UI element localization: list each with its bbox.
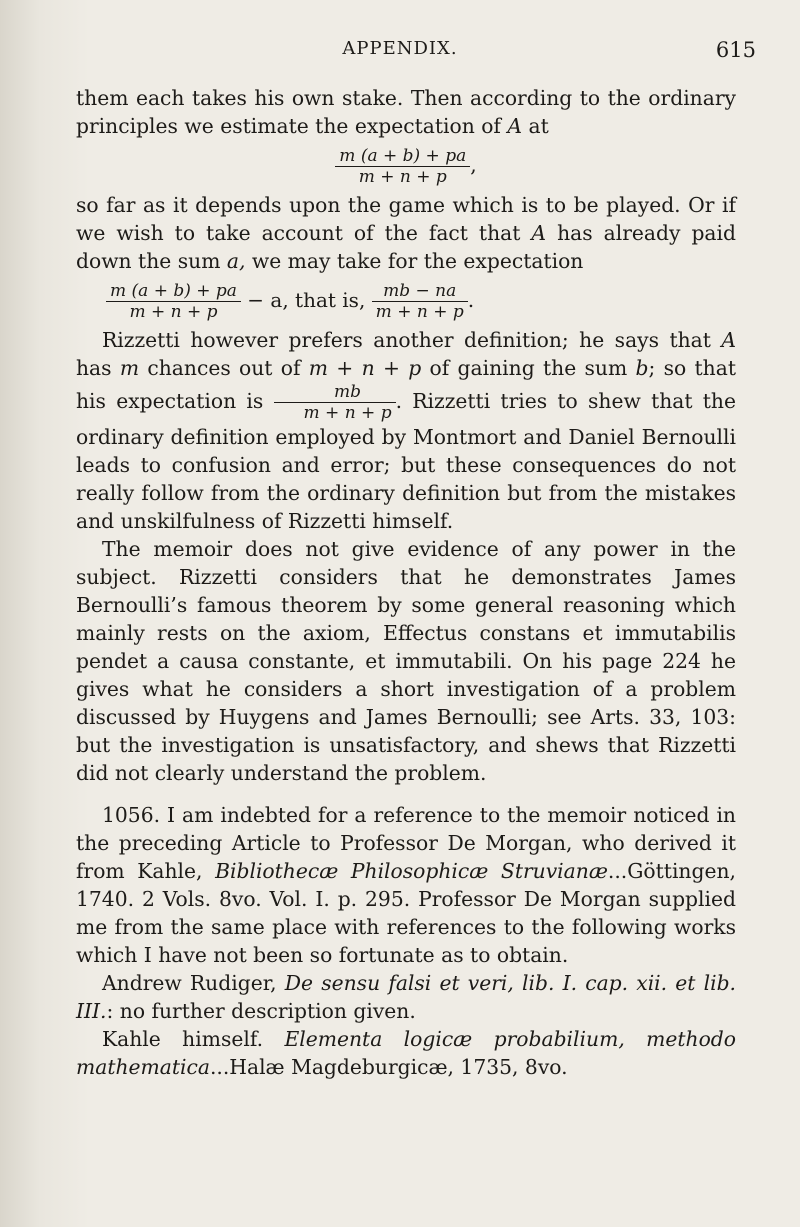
p2-inline-fraction [274, 382, 396, 423]
p2-text-3: chances out of [139, 356, 309, 380]
p2-text-6: . Rizzetti tries to shew that the ordinary definition employed by Montmort and Daniel Bernoulli leads to confusion and error; but these consequences do not really follow from the ordinary definition but from the mistakes and unskilfulness of Rizzetti himself. [76, 389, 736, 533]
p1-var-a: a, [226, 249, 246, 273]
p1-text-3: has already paid down the sum [76, 221, 736, 273]
eq1-denominator: m + n + p [335, 166, 470, 187]
equation-1 [76, 146, 736, 187]
p1-var-A: A [507, 114, 523, 138]
p6-work-title: Elementa logicæ probabilium, methodo mathematica [76, 1027, 736, 1079]
running-head: APPENDIX. [342, 38, 458, 59]
p2-text-4: of gaining the sum [421, 356, 636, 380]
eq2-fraction-a [106, 281, 241, 322]
page-header [0, 38, 800, 68]
eq1-tail: , [470, 153, 477, 177]
paragraph-4-article-1056 [76, 801, 736, 969]
p5-text-1: Andrew Rudiger, [102, 971, 285, 995]
eq2-fraction-b [372, 281, 468, 322]
p2-var-b: b [635, 356, 649, 380]
body-text [76, 84, 736, 1081]
p2-var-m: m [119, 356, 140, 380]
p4-work-title: Bibliothecæ Philosophicæ Struvianæ [215, 859, 608, 883]
eq2a-denominator: m + n + p [106, 301, 241, 322]
eq2b-denominator: m + n + p [372, 301, 468, 322]
p1-var-A2: A [531, 221, 547, 245]
p2-fraction-denominator: m + n + p [274, 402, 396, 423]
eq1-numerator: m (a + b) + pa [339, 146, 467, 166]
paragraph-6 [76, 1025, 736, 1081]
paragraph-1-continued [76, 191, 736, 275]
p5-text-2: : no further description given. [106, 999, 416, 1023]
p1-text-4: we may take for the expectation [245, 249, 584, 273]
paragraph-1 [76, 84, 736, 140]
p6-text-1: Kahle himself. [102, 1027, 285, 1051]
eq2-tail: . [467, 288, 475, 312]
eq2-middle: − a, that is, [240, 288, 372, 312]
p4-text-2: ...Göttingen, 1740. 2 Vols. 8vo. Vol. I. p. 295. Professor De Morgan supplied me from the same place with references to the following works which I have not been so fortunate as to obtain. [76, 859, 736, 967]
paragraph-2 [76, 326, 736, 535]
p2-text-1: Rizzetti however prefers another definition; he says that [102, 328, 722, 352]
page-number: 615 [715, 38, 756, 62]
p1-text-a: them each takes his own stake. Then according to the ordinary principles we estimate the expectation of [76, 86, 736, 138]
paragraph-5 [76, 969, 736, 1025]
p2-expr-mnp: m + n + p [308, 356, 422, 380]
p2-text-2: has [76, 356, 120, 380]
p2-text-5: ; so that his expectation is [76, 356, 736, 413]
eq2b-numerator: mb − na [383, 281, 457, 301]
p4-text-1: 1056. I am indebted for a reference to the memoir noticed in the preceding Article to Professor De Morgan, who derived it from Kahle, [76, 803, 736, 883]
eq2a-numerator: m (a + b) + pa [110, 281, 237, 301]
p2-fraction-numerator: mb [334, 382, 362, 402]
paragraph-3: The memoir does not give evidence of any power in the subject. Rizzetti considers that he demonstrates James Bernoulli’s famous theorem by some general reasoning which mainly rests on the axiom, Effectus constans et immutabilis pendet a causa constante, et immutabili. On his page 224 he gives what he considers a short investigation of a problem discussed by Huygens and James Bernoulli; see Arts. 33, 103: but the investigation is unsatisfactory, and shews that Rizzetti did not clearly understand the problem. [76, 537, 736, 785]
p5-work-title: De sensu falsi et veri, lib. I. cap. xii. et lib. III. [76, 971, 737, 1023]
eq1-fraction [335, 146, 470, 187]
p1-text-b: at [522, 114, 549, 138]
p6-text-2: ...Halæ Magdeburgicæ, 1735, 8vo. [209, 1055, 568, 1079]
equation-2 [106, 281, 736, 322]
p2-var-A: A [721, 328, 736, 352]
p1-text-2: so far as it depends upon the game which is to be played. Or if we wish to take account of the fact that [76, 193, 736, 245]
